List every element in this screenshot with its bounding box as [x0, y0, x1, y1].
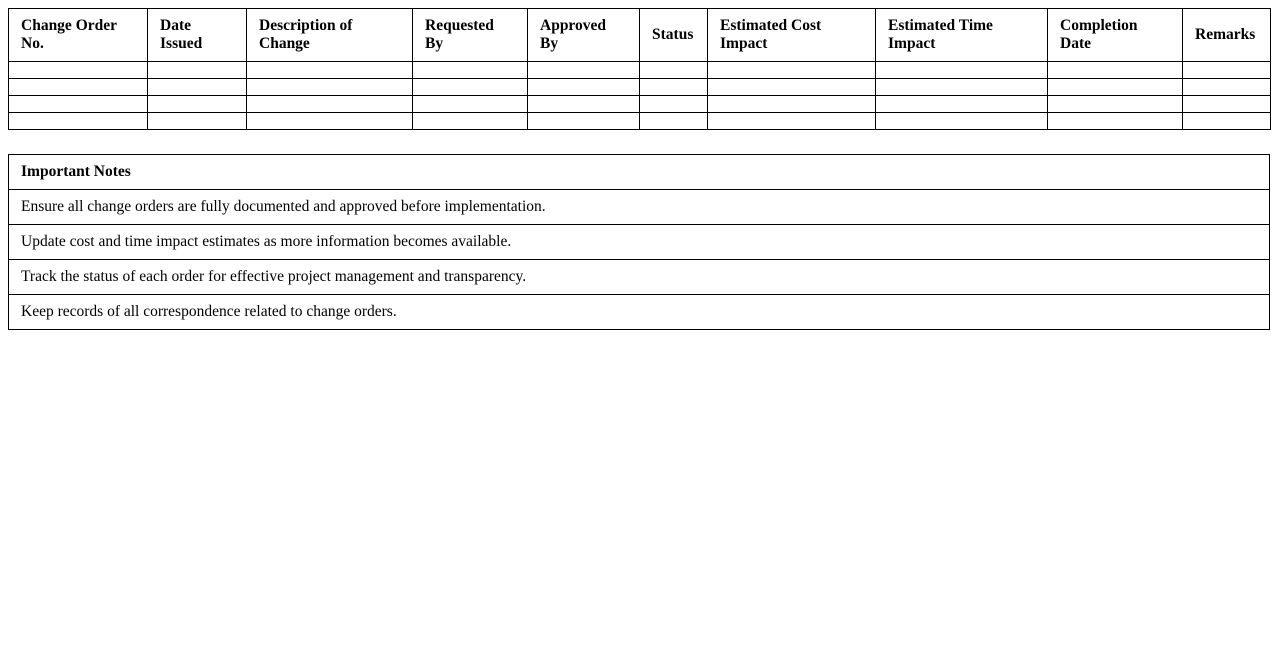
- table-cell: [1048, 62, 1183, 79]
- list-item: [9, 295, 1270, 330]
- table-cell: [9, 113, 148, 130]
- table-cell: [876, 62, 1048, 79]
- table-header-row: [9, 9, 1271, 62]
- table-cell: [1048, 113, 1183, 130]
- table-cell: [876, 79, 1048, 96]
- table-cell: [708, 96, 876, 113]
- table-cell: [413, 113, 528, 130]
- table-cell: [1183, 79, 1271, 96]
- header-completion-date: Completion Date: [1048, 9, 1183, 62]
- table-cell: [148, 62, 247, 79]
- table-cell: [1048, 96, 1183, 113]
- table-cell: [1183, 113, 1271, 130]
- table-cell: [9, 79, 148, 96]
- table-cell: [528, 79, 640, 96]
- table-cell: [708, 113, 876, 130]
- table-cell: [876, 113, 1048, 130]
- table-cell: [9, 96, 148, 113]
- list-item: [9, 225, 1270, 260]
- list-item: [9, 190, 1270, 225]
- table-cell: [413, 96, 528, 113]
- table-cell: [413, 62, 528, 79]
- notes-header-row: [9, 155, 1270, 190]
- table-cell: [528, 96, 640, 113]
- table-cell: [640, 96, 708, 113]
- table-row: [9, 62, 1271, 79]
- header-status: Status: [640, 9, 708, 62]
- table-row: [9, 79, 1271, 96]
- table-cell: [413, 79, 528, 96]
- list-item: [9, 260, 1270, 295]
- header-requested-by: Requested By: [413, 9, 528, 62]
- note-text: Keep records of all correspondence related to change orders.: [9, 295, 1270, 330]
- table-cell: [247, 96, 413, 113]
- header-estimated-cost-impact: Estimated Cost Impact: [708, 9, 876, 62]
- table-cell: [1183, 96, 1271, 113]
- note-text: Track the status of each order for effective project management and transparency.: [9, 260, 1270, 295]
- note-text: Ensure all change orders are fully documented and approved before implementation.: [9, 190, 1270, 225]
- table-cell: [247, 113, 413, 130]
- table-cell: [1048, 79, 1183, 96]
- table-row: [9, 113, 1271, 130]
- important-notes-table: [8, 154, 1270, 330]
- table-cell: [528, 62, 640, 79]
- header-date-issued: Date Issued: [148, 9, 247, 62]
- header-estimated-time-impact: Estimated Time Impact: [876, 9, 1048, 62]
- table-cell: [708, 62, 876, 79]
- table-cell: [9, 62, 148, 79]
- table-cell: [640, 113, 708, 130]
- notes-title: Important Notes: [9, 155, 1270, 190]
- header-description-of-change: Description of Change: [247, 9, 413, 62]
- header-remarks: Remarks: [1183, 9, 1271, 62]
- table-cell: [708, 79, 876, 96]
- table-cell: [1183, 62, 1271, 79]
- note-text: Update cost and time impact estimates as more information becomes available.: [9, 225, 1270, 260]
- table-cell: [640, 62, 708, 79]
- table-row: [9, 96, 1271, 113]
- header-approved-by: Approved By: [528, 9, 640, 62]
- table-cell: [247, 62, 413, 79]
- table-cell: [247, 79, 413, 96]
- change-order-table: [8, 8, 1271, 130]
- table-cell: [876, 96, 1048, 113]
- header-change-order-no: Change Order No.: [9, 9, 148, 62]
- table-cell: [640, 79, 708, 96]
- table-cell: [148, 79, 247, 96]
- table-cell: [528, 113, 640, 130]
- table-cell: [148, 113, 247, 130]
- table-cell: [148, 96, 247, 113]
